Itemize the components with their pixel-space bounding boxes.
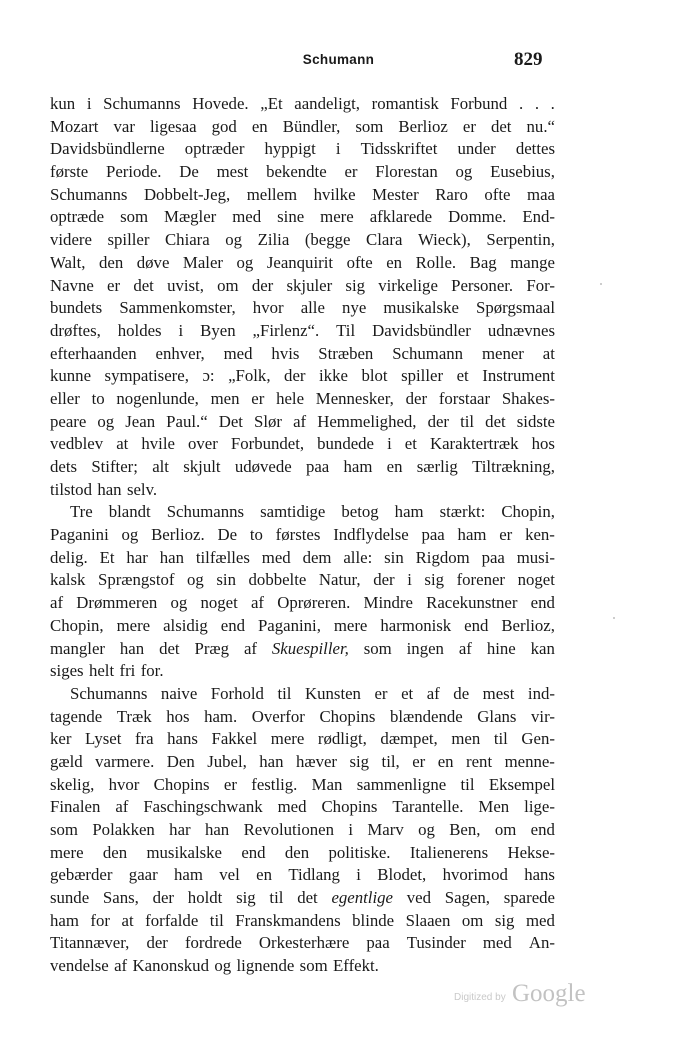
text-line: kalsk Sprængstof og sin dobbelte Natur, der i sig forener noget	[50, 570, 555, 590]
text-line: dets Stifter; alt skjult udøvede paa ham en særlig Tiltrækning,	[50, 457, 555, 476]
text-line: siges helt fri for.	[50, 661, 164, 681]
text-line: Chopin, mere alsidig end Paganini, mere harmonisk end Berlioz,	[50, 615, 555, 635]
page-number: 829	[514, 49, 543, 70]
text-line: videre spiller Chiara og Zilia (begge Clara Wieck), Serpentin,	[50, 230, 555, 250]
text-line: første Periode. De mest bekendte er Florestan og Eusebius,	[50, 162, 555, 182]
text-line: efterhaanden enhver, med hvis Stræben Schumann mener at	[50, 343, 555, 363]
text-line: gebærder gaar ham vel en Tidlang i Blodet, hvorimod hans	[50, 865, 555, 885]
text-line: kunne sympatisere, ɔ: „Folk, der ikke blot spiller et Instrument	[50, 366, 555, 386]
digitized-by-label: Digitized by	[454, 992, 506, 1003]
text-line: peare og Jean Paul.“ Det Slør af Hemmelighed, der til det sidste	[50, 411, 555, 431]
text-line: skelig, hvor Chopins er festlig. Man sammenligne til Eksempel	[50, 774, 555, 794]
text-line: tagende Træk hos ham. Overfor Chopins blændende Glans vir-	[50, 706, 555, 726]
running-header-title: Schumann	[302, 52, 375, 67]
text-line: som Polakken har han Revolutionen i Marv og Ben, om end	[50, 820, 555, 839]
text-line: gæld varmere. Den Jubel, han hæver sig til, er en rent menne-	[50, 751, 555, 771]
text-line: bundets Sammenkomster, hvor alle nye musikalske Spørgsmaal	[50, 298, 555, 318]
text-line: optræde som Mægler med sine mere afklarede Domme. End-	[50, 207, 555, 227]
text-line: Mozart var ligesaa god en Bündler, som Berlioz er det nu.“	[50, 116, 555, 136]
text-line: Schumanns Dobbelt-Jeg, mellem hvilke Mester Raro ofte maa	[50, 184, 555, 204]
scan-speck	[613, 617, 615, 619]
text-line: af Drømmeren og noget af Oprøreren. Mindre Racekunstner end	[50, 593, 555, 613]
text-line: kun i Schumanns Hovede. „Et aandeligt, romantisk Forbund . . .	[50, 94, 555, 113]
text-line: Titannæver, der fordrede Orkesterhære paa Tusinder med An-	[50, 933, 555, 953]
text-line: Finalen af Faschingschwank med Chopins Tarantelle. Men lige-	[50, 797, 555, 817]
text-line: ker Lyset fra hans Fakkel mere rødligt, dæmpet, men til Gen-	[50, 729, 555, 749]
text-line: vedblev at hvile over Forbundet, bundede i et Karaktertræk hos	[50, 434, 555, 454]
text-line: Paganini og Berlioz. De to førstes Indflydelse paa ham er ken-	[50, 525, 555, 545]
text-line: ham for at forfalde til Franskmandens blinde Slaaen om sig med	[50, 910, 555, 930]
text-line: drøftes, holdes i Byen „Firlenz“. Til Davidsbündler udnævnes	[50, 320, 555, 340]
text-line: mangler han det Præg af Skuespiller, som ingen af hine kan	[50, 638, 555, 658]
text-line: mere den musikalske end den politiske. Italienerens Hekse-	[50, 842, 555, 862]
text-line: Schumanns naive Forhold til Kunsten er et af de mest ind-	[70, 683, 555, 703]
text-line: sunde Sans, der holdt sig til det egentlige ved Sagen, sparede	[50, 888, 555, 908]
text-line: Navne er det uvist, om der skjuler sig virkelige Personer. For-	[50, 275, 555, 295]
text-line: eller to nogenlunde, men er hele Mennesker, der forstaar Shakes-	[50, 388, 555, 408]
text-line: delig. Et har han tilfælles med dem alle: sin Rigdom paa musi-	[50, 547, 555, 567]
google-watermark: Google	[512, 980, 586, 1007]
scan-speck	[600, 283, 602, 285]
text-line: vendelse af Kanonskud og lignende som Effekt.	[50, 956, 379, 976]
text-line: tilstod han selv.	[50, 479, 158, 499]
text-line: Walt, den døve Maler og Jeanquirit ofte en Rolle. Bag mange	[50, 252, 555, 272]
text-line: Tre blandt Schumanns samtidige betog ham stærkt: Chopin,	[70, 502, 555, 522]
body-text	[50, 93, 555, 978]
text-line: Davidsbündlerne optræder hyppigt i Tidsskriftet under dettes	[50, 139, 555, 159]
